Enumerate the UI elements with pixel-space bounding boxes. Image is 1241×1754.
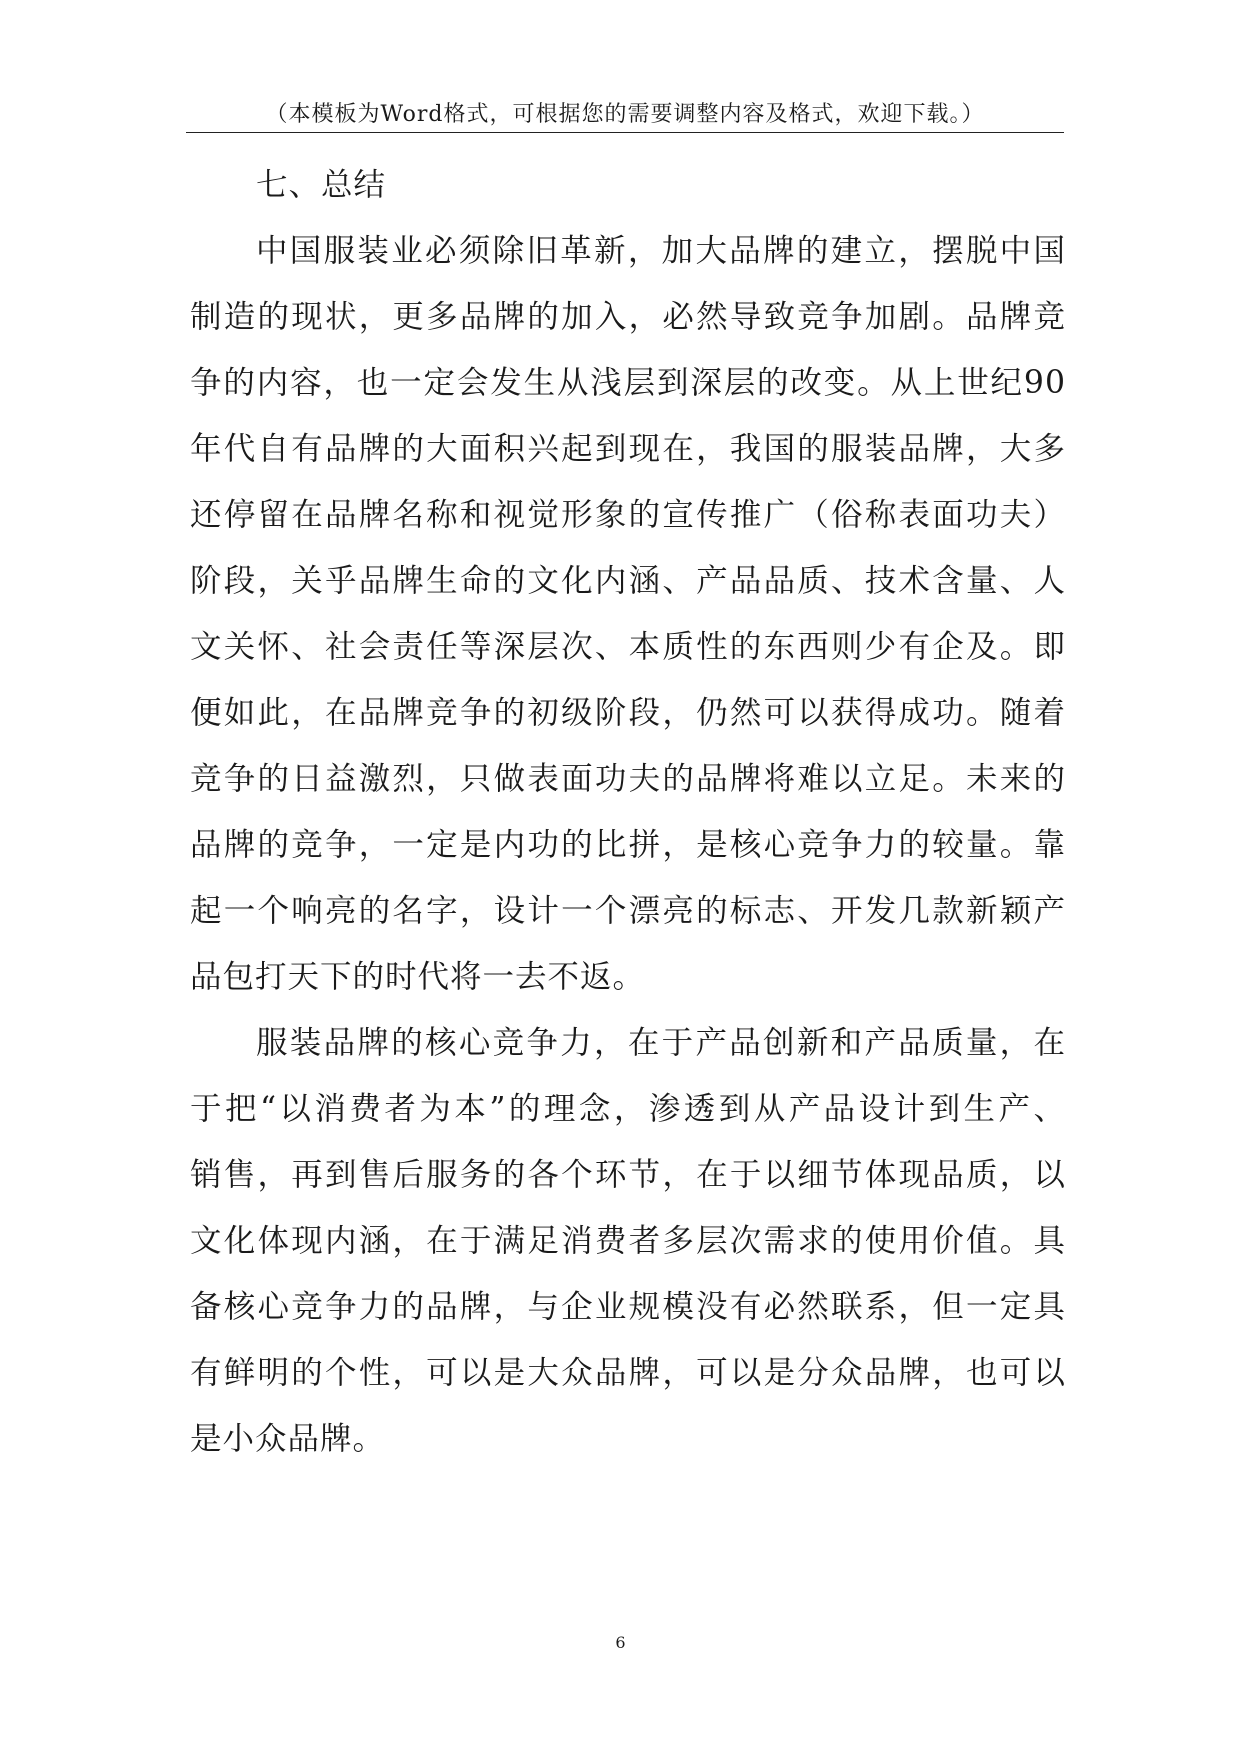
paragraph-2 (190, 1010, 1066, 1472)
page-header-note: （本模板为Word格式，可根据您的需要调整内容及格式，欢迎下载。） (186, 98, 1064, 133)
paragraph-line: 中国服装业必须除旧革新，加大品牌的建立，摆脱中国 (256, 233, 1066, 269)
paragraph-line: 品包打天下的时代将一去不返。 (190, 959, 646, 995)
paragraph-line: 有鲜明的个性，可以是大众品牌，可以是分众品牌，也可以 (190, 1355, 1066, 1391)
paragraph-line: 是小众品牌。 (190, 1421, 386, 1457)
paragraph-line: 文关怀、社会责任等深层次、本质性的东西则少有企及。即 (190, 629, 1066, 665)
paragraph-line: 销售，再到售后服务的各个环节，在于以细节体现品质，以 (190, 1157, 1066, 1193)
section-heading: 七、总结 (256, 167, 387, 203)
page-number: 6 (615, 1633, 626, 1652)
paragraph-line: 争的内容，也一定会发生从浅层到深层的改变。从上世纪90 (190, 365, 1066, 401)
paragraph-line: 便如此，在品牌竞争的初级阶段，仍然可以获得成功。随着 (190, 695, 1066, 731)
paragraph-line: 文化体现内涵，在于满足消费者多层次需求的使用价值。具 (190, 1223, 1066, 1259)
paragraph-1 (190, 218, 1066, 1010)
paragraph-line: 竞争的日益激烈，只做表面功夫的品牌将难以立足。未来的 (190, 761, 1066, 797)
paragraph-line: 起一个响亮的名字，设计一个漂亮的标志、开发几款新颖产 (190, 893, 1066, 929)
paragraph-line: 备核心竞争力的品牌，与企业规模没有必然联系，但一定具 (190, 1289, 1066, 1325)
paragraph-line: 阶段，关乎品牌生命的文化内涵、产品品质、技术含量、人 (190, 563, 1066, 599)
paragraph-line: 于把“以消费者为本”的理念，渗透到从产品设计到生产、 (190, 1091, 1066, 1127)
paragraph-line: 品牌的竞争，一定是内功的比拼，是核心竞争力的较量。靠 (190, 827, 1066, 863)
paragraph-line: 制造的现状，更多品牌的加入，必然导致竞争加剧。品牌竞 (190, 299, 1066, 335)
paragraph-line: 服装品牌的核心竞争力，在于产品创新和产品质量，在 (256, 1025, 1066, 1061)
paragraph-line: 还停留在品牌名称和视觉形象的宣传推广（俗称表面功夫） (190, 497, 1066, 533)
document-body (190, 152, 1066, 1472)
paragraph-line: 年代自有品牌的大面积兴起到现在，我国的服装品牌，大多 (190, 431, 1066, 467)
